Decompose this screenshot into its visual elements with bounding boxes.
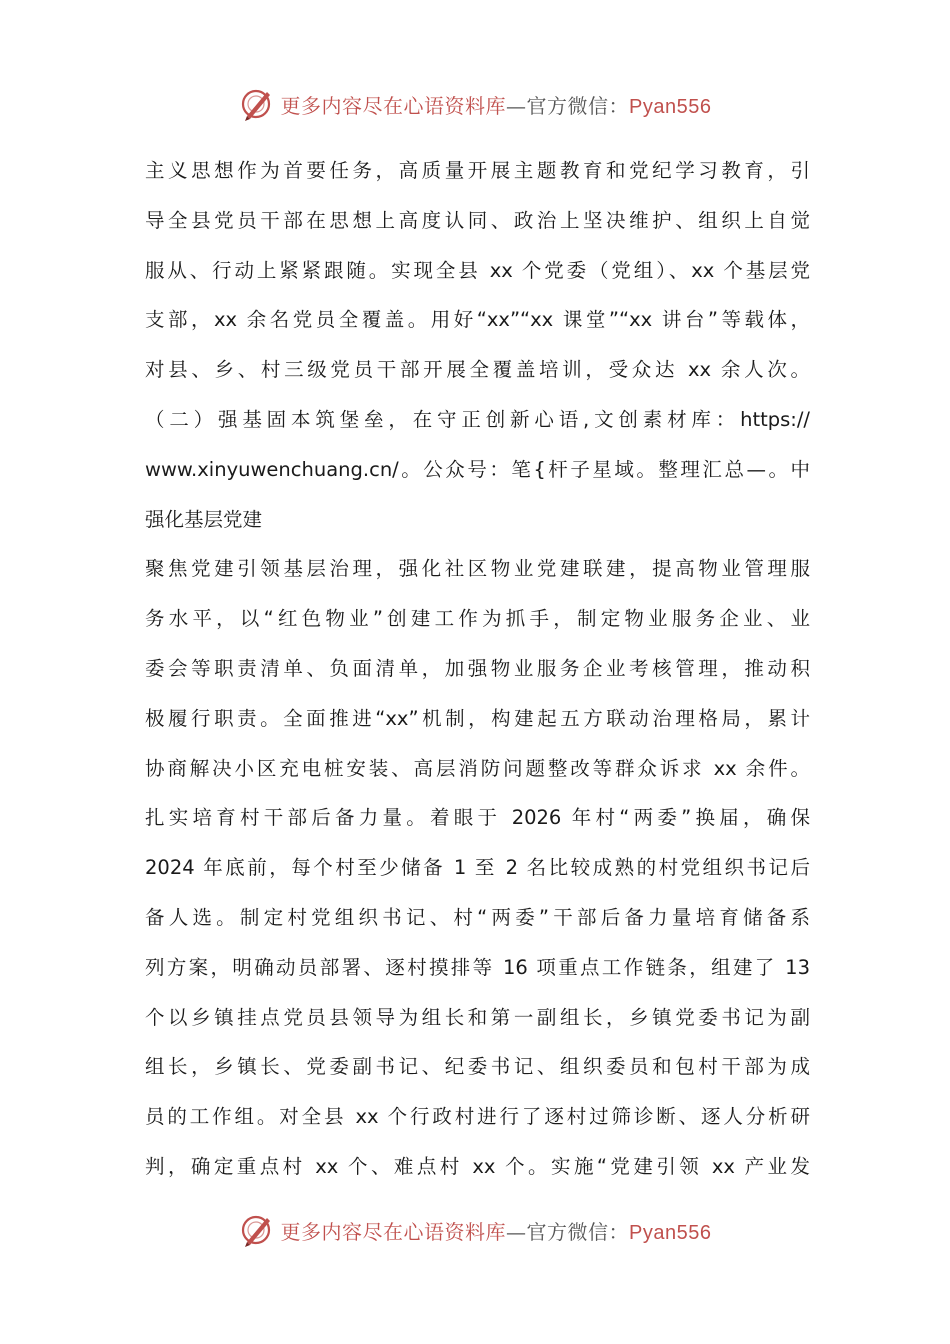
text-line: 列方案，明确动员部署、逐村摸排等 16 项重点工作链条，组建了 13 bbox=[145, 955, 810, 979]
header-watermark bbox=[0, 82, 950, 126]
watermark-text: 更多内容尽在心语资料库—官方微信：Pyan556 bbox=[280, 1219, 712, 1244]
section-heading: （二）强基固本筑堡垒，在守正创新心语,文创素材库：https:// bbox=[145, 407, 810, 431]
pen-logo-icon bbox=[239, 86, 275, 122]
footer-watermark bbox=[0, 1208, 950, 1252]
text-line: 备人选。制定村党组织书记、村“两委”干部后备力量培育储备系 bbox=[145, 905, 810, 929]
watermark-text: 更多内容尽在心语资料库—官方微信：Pyan556 bbox=[280, 93, 712, 118]
text-line: 服从、行动上紧紧跟随。实现全县 xx 个党委（党组）、xx 个基层党 bbox=[145, 258, 810, 282]
text-line: 强化基层党建 bbox=[145, 507, 263, 531]
text-line: 委会等职责清单、负面清单，加强物业服务企业考核管理，推动积 bbox=[145, 656, 810, 680]
text-line: 支部，xx 余名党员全覆盖。用好“xx”“xx 课堂”“xx 讲台”等载体， bbox=[145, 308, 810, 332]
text-line: 个以乡镇挂点党员县领导为组长和第一副组长，乡镇党委书记为副 bbox=[145, 1005, 810, 1029]
text-line: www.xinyuwenchuang.cn/。公众号：笔{杆子星域。整理汇总—。中 bbox=[145, 457, 810, 481]
pen-logo-icon bbox=[239, 1212, 275, 1248]
text-line: 判，确定重点村 xx 个、难点村 xx 个。实施“党建引领 xx 产业发 bbox=[145, 1154, 810, 1178]
text-line: 协商解决小区充电桩安装、高层消防问题整改等群众诉求 xx 余件。 bbox=[145, 756, 810, 780]
document-body bbox=[145, 146, 810, 1192]
text-line: 主义思想作为首要任务，高质量开展主题教育和党纪学习教育，引 bbox=[145, 159, 810, 182]
text-line: 2024 年底前，每个村至少储备 1 至 2 名比较成熟的村党组织书记后 bbox=[145, 856, 810, 880]
text-line: 组长，乡镇长、党委副书记、纪委书记、组织委员和包村干部为成 bbox=[145, 1055, 810, 1079]
text-line: 对县、乡、村三级党员干部开展全覆盖培训，受众达 xx 余人次。 bbox=[145, 358, 810, 382]
text-line: 导全县党员干部在思想上高度认同、政治上坚决维护、组织上自觉 bbox=[145, 208, 810, 232]
text-line: 极履行职责。全面推进“xx”机制，构建起五方联动治理格局，累计 bbox=[145, 706, 810, 730]
text-line: 聚焦党建引领基层治理，强化社区物业党建联建，提高物业管理服 bbox=[145, 557, 810, 581]
text-line: 扎实培育村干部后备力量。着眼于 2026 年村“两委”换届，确保 bbox=[145, 806, 810, 830]
text-line: 务水平，以“红色物业”创建工作为抓手，制定物业服务企业、业 bbox=[145, 607, 810, 631]
text-line: 员的工作组。对全县 xx 个行政村进行了逐村过筛诊断、逐人分析研 bbox=[145, 1105, 810, 1129]
